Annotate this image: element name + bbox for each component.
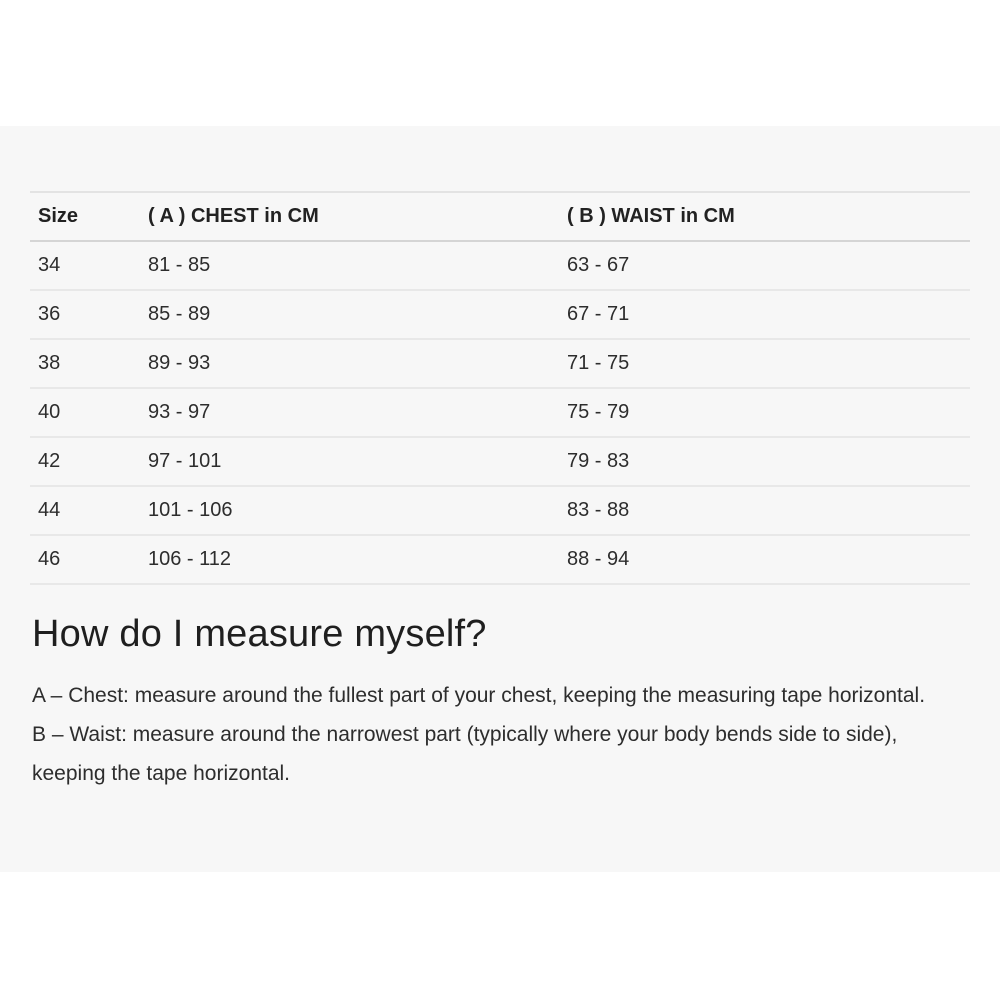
size-cell: 34 xyxy=(30,241,140,290)
measure-instructions xyxy=(32,676,957,793)
size-cell: 40 xyxy=(30,388,140,437)
size-chart-header-row xyxy=(30,192,970,241)
waist-cell: 79 - 83 xyxy=(559,437,970,486)
table-row xyxy=(30,339,970,388)
size-cell: 44 xyxy=(30,486,140,535)
table-row xyxy=(30,388,970,437)
table-row xyxy=(30,290,970,339)
size-cell: 42 xyxy=(30,437,140,486)
table-row xyxy=(30,486,970,535)
size-cell: 38 xyxy=(30,339,140,388)
waist-cell: 75 - 79 xyxy=(559,388,970,437)
size-cell: 36 xyxy=(30,290,140,339)
table-row xyxy=(30,535,970,584)
column-header-waist: ( B ) WAIST in CM xyxy=(559,192,970,241)
table-row xyxy=(30,241,970,290)
waist-cell: 71 - 75 xyxy=(559,339,970,388)
size-chart-table xyxy=(30,191,970,585)
size-cell: 46 xyxy=(30,535,140,584)
measure-section-heading: How do I measure myself? xyxy=(32,613,487,655)
waist-instruction-paragraph: B – Waist: measure around the narrowest part (typically where your body bends side to side), keeping the tape horizontal. xyxy=(32,723,898,785)
waist-cell: 88 - 94 xyxy=(559,535,970,584)
chest-cell: 101 - 106 xyxy=(140,486,559,535)
waist-cell: 83 - 88 xyxy=(559,486,970,535)
column-header-chest: ( A ) CHEST in CM xyxy=(140,192,559,241)
chest-cell: 93 - 97 xyxy=(140,388,559,437)
size-guide-panel xyxy=(0,126,1000,872)
chest-cell: 97 - 101 xyxy=(140,437,559,486)
waist-cell: 67 - 71 xyxy=(559,290,970,339)
waist-cell: 63 - 67 xyxy=(559,241,970,290)
column-header-size: Size xyxy=(30,192,140,241)
chest-cell: 85 - 89 xyxy=(140,290,559,339)
chest-cell: 106 - 112 xyxy=(140,535,559,584)
chest-cell: 81 - 85 xyxy=(140,241,559,290)
table-row xyxy=(30,437,970,486)
chest-instruction-paragraph: A – Chest: measure around the fullest part of your chest, keeping the measuring tape horizontal. xyxy=(32,684,926,707)
chest-cell: 89 - 93 xyxy=(140,339,559,388)
